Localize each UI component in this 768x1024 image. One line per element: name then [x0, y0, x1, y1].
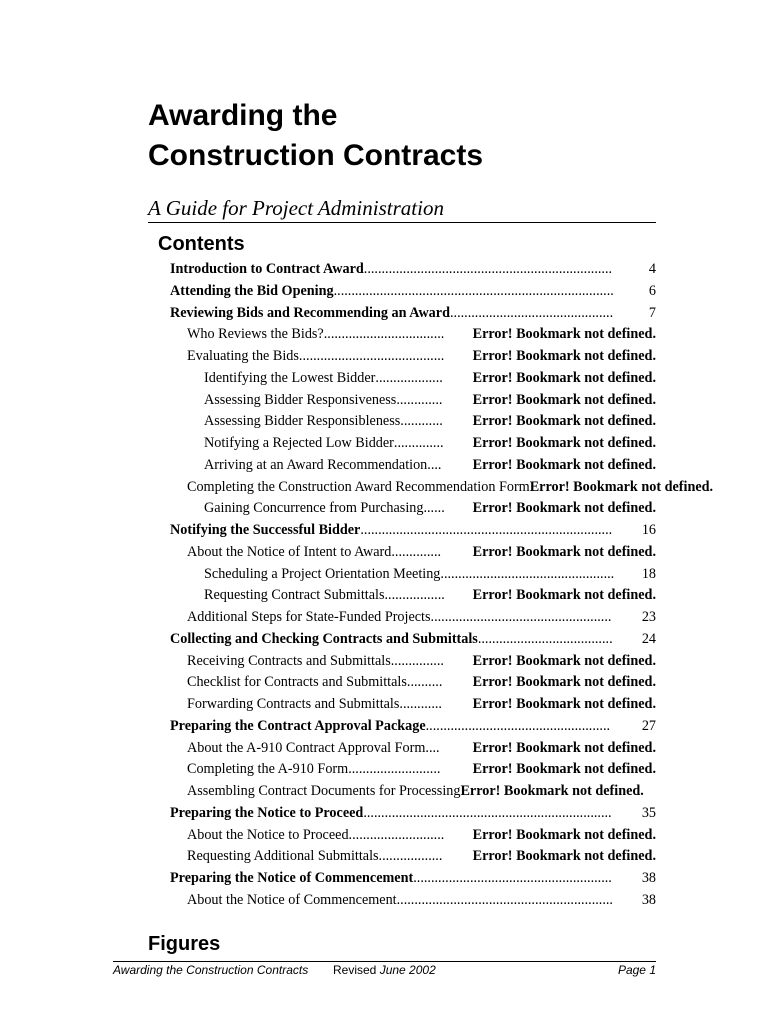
toc-entry[interactable]: [0, 520, 656, 542]
toc-entry[interactable]: [0, 868, 656, 890]
toc-entry[interactable]: [0, 564, 656, 586]
toc-entry-leader: ..................: [378, 848, 443, 865]
toc-entry-page-number: 38: [641, 891, 656, 908]
toc-entry[interactable]: [0, 433, 656, 455]
toc-entry-page-number: 16: [641, 522, 656, 538]
toc-entry[interactable]: [0, 281, 656, 303]
toc-entry-title: Preparing the Notice of Commencement: [170, 870, 414, 886]
toc-entry-title: Preparing the Notice to Proceed: [170, 804, 364, 821]
toc-entry-title: Completing the A-910 Form: [187, 761, 349, 778]
toc-entry-title: Collecting and Checking Contracts and Submittals: [170, 630, 478, 647]
toc-entry[interactable]: [0, 411, 656, 433]
toc-entry-leader: ........................................................: [413, 870, 612, 886]
toc-entry-title: Preparing the Contract Approval Package: [170, 717, 426, 734]
page-footer: [113, 962, 656, 980]
toc-entry-title: Scheduling a Project Orientation Meeting: [204, 565, 441, 582]
footer-revised-date: June 2002: [379, 963, 436, 977]
toc-entry-bookmark-error: Error! Bookmark not defined.: [472, 391, 656, 408]
toc-entry[interactable]: [0, 498, 656, 520]
toc-entry-page-number: 4: [648, 261, 656, 277]
footer-revision: [333, 962, 436, 978]
toc-entry-bookmark-error: Error! Bookmark not defined.: [472, 652, 656, 669]
toc-entry-page-number: 27: [641, 717, 656, 734]
toc-entry[interactable]: [0, 672, 656, 694]
toc-entry[interactable]: [0, 455, 656, 477]
toc-entry[interactable]: [0, 542, 656, 564]
toc-entry-bookmark-error: Error! Bookmark not defined.: [472, 326, 656, 343]
toc-entry-title: Attending the Bid Opening: [170, 282, 334, 299]
toc-entry-bookmark-error: Error! Bookmark not defined.: [472, 826, 656, 843]
toc-entry-title: Receiving Contracts and Submittals: [187, 652, 391, 669]
toc-entry-page-number: 23: [641, 609, 656, 625]
toc-entry-page-number: 6: [648, 282, 656, 299]
toc-entry[interactable]: [0, 259, 656, 281]
toc-entry-leader: ......................................: [477, 630, 613, 647]
toc-entry-title: Forwarding Contracts and Submittals: [187, 696, 400, 712]
toc-entry-leader: ...............: [390, 652, 444, 669]
toc-entry[interactable]: [0, 324, 656, 346]
toc-entry-bookmark-error: Error! Bookmark not defined.: [472, 696, 656, 712]
toc-entry-bookmark-error: Error! Bookmark not defined.: [472, 587, 656, 604]
toc-entry-title: Requesting Additional Submittals: [187, 848, 379, 865]
toc-entry-leader: ..............: [393, 435, 444, 451]
toc-entry-title: Identifying the Lowest Bidder: [204, 369, 376, 386]
toc-entry-leader: ............: [400, 413, 443, 430]
toc-entry-leader: ..........: [406, 674, 443, 691]
toc-entry[interactable]: [0, 846, 656, 868]
toc-entry-leader: .......................................................................: [360, 522, 613, 538]
toc-entry-bookmark-error: Error! Bookmark not defined.: [472, 761, 656, 778]
toc-entry-bookmark-error: Error! Bookmark not defined.: [529, 478, 714, 495]
toc-entry-bookmark-error: Error! Bookmark not defined.: [472, 500, 656, 517]
footer-page-number: Page 1: [617, 963, 656, 977]
toc-entry-leader: ......................................................................: [363, 804, 612, 821]
toc-entry-title: Additional Steps for State-Funded Projects: [187, 609, 431, 625]
toc-entry-title: Who Reviews the Bids?: [187, 326, 324, 343]
toc-entry-bookmark-error: Error! Bookmark not defined.: [472, 435, 656, 451]
toc-entry-leader: ....................................................: [425, 717, 611, 734]
toc-entry[interactable]: [0, 368, 656, 390]
subtitle-rule: [148, 222, 656, 223]
toc-entry[interactable]: [0, 651, 656, 673]
toc-entry-title: Arriving at an Award Recommendation: [204, 456, 428, 473]
toc-entry-leader: .................................................: [440, 565, 615, 582]
toc-entry-title: Checklist for Contracts and Submittals: [187, 674, 407, 691]
toc-entry-page-number: 18: [641, 565, 656, 582]
toc-entry[interactable]: [0, 607, 656, 629]
toc-entry[interactable]: [0, 738, 656, 760]
toc-entry[interactable]: [0, 629, 656, 651]
toc-entry-leader: .........................................: [298, 348, 445, 364]
toc-entry-title: Assessing Bidder Responsiveness: [204, 391, 397, 408]
document-subtitle: A Guide for Project Administration: [148, 196, 444, 220]
toc-entry-bookmark-error: Error! Bookmark not defined.: [472, 543, 656, 560]
toc-entry-leader: ..........................: [348, 761, 441, 778]
toc-entry-title: Notifying a Rejected Low Bidder: [204, 435, 394, 451]
toc-entry-leader: ...........................: [348, 826, 445, 843]
toc-entry-title: Notifying the Successful Bidder: [170, 522, 361, 538]
toc-entry-leader: ......................................................................: [363, 261, 613, 277]
toc-entry-leader: .............: [396, 391, 443, 408]
toc-entry-page-number: 35: [641, 804, 656, 821]
document-title: [148, 96, 483, 176]
figures-heading: Figures: [148, 933, 221, 955]
toc-entry[interactable]: [0, 759, 656, 781]
footer-title: Awarding the Construction Contracts: [113, 963, 309, 977]
toc-entry-leader: ..............: [391, 543, 442, 560]
toc-entry-leader: ...................: [375, 369, 443, 386]
toc-entry-title: Introduction to Contract Award: [170, 261, 364, 277]
toc-entry-leader: .................: [384, 587, 445, 604]
toc-entry-title: About the Notice of Commencement: [187, 891, 397, 908]
toc-entry-page-number: 24: [641, 630, 656, 647]
toc-entry-title: About the A-910 Contract Approval Form: [187, 739, 426, 756]
document-title-line-2: Construction Contracts: [148, 139, 484, 172]
toc-entry-title: Evaluating the Bids: [187, 348, 299, 364]
toc-entry[interactable]: [0, 477, 768, 499]
toc-entry[interactable]: [0, 803, 656, 825]
toc-entry-title: Assembling Contract Documents for Processing: [187, 783, 461, 799]
toc-entry-title: Assessing Bidder Responsibleness: [204, 413, 401, 430]
toc-entry-title: About the Notice to Proceed: [187, 826, 349, 843]
toc-entry-leader: ..............................................: [449, 304, 614, 321]
table-of-contents: [0, 259, 768, 912]
toc-entry-leader: ..................................: [323, 326, 445, 343]
toc-entry-leader: ......: [423, 500, 445, 517]
toc-entry[interactable]: [0, 716, 656, 738]
toc-entry-leader: .............................................................: [396, 891, 613, 908]
toc-entry-leader: ....: [427, 456, 442, 473]
toc-entry-bookmark-error: Error! Bookmark not defined.: [472, 674, 656, 691]
toc-entry[interactable]: [0, 390, 656, 412]
toc-entry-bookmark-error: Error! Bookmark not defined.: [472, 456, 656, 473]
toc-entry[interactable]: [0, 694, 656, 716]
toc-entry[interactable]: [0, 346, 656, 368]
toc-entry-page-number: 38: [641, 870, 656, 886]
toc-entry-title: Gaining Concurrence from Purchasing: [204, 500, 424, 517]
toc-entry[interactable]: [0, 781, 768, 803]
toc-entry-bookmark-error: Error! Bookmark not defined.: [460, 783, 644, 799]
toc-entry-bookmark-error: Error! Bookmark not defined.: [472, 348, 656, 364]
toc-entry-leader: ...................................................: [430, 609, 612, 625]
toc-entry-title: Reviewing Bids and Recommending an Award: [170, 304, 450, 321]
toc-entry-bookmark-error: Error! Bookmark not defined.: [472, 848, 656, 865]
toc-entry[interactable]: [0, 585, 656, 607]
toc-entry[interactable]: [0, 303, 656, 325]
toc-entry-bookmark-error: Error! Bookmark not defined.: [472, 739, 656, 756]
toc-entry-leader: ...............................................................................: [333, 282, 614, 299]
toc-entry-title: Completing the Construction Award Recommendation Form: [187, 478, 530, 495]
toc-entry[interactable]: [0, 825, 656, 847]
toc-entry-leader: ............: [399, 696, 442, 712]
contents-heading: Contents: [158, 233, 245, 255]
toc-entry-title: About the Notice of Intent to Award: [187, 543, 392, 560]
toc-entry-page-number: 7: [648, 304, 656, 321]
toc-entry[interactable]: [0, 890, 656, 912]
toc-entry-bookmark-error: Error! Bookmark not defined.: [472, 413, 656, 430]
footer-revised-label: Revised: [333, 963, 377, 977]
toc-entry-leader: ....: [425, 739, 440, 756]
toc-entry-title: Requesting Contract Submittals: [204, 587, 385, 604]
document-title-line-1: Awarding the: [148, 99, 338, 132]
toc-entry-bookmark-error: Error! Bookmark not defined.: [472, 369, 656, 386]
